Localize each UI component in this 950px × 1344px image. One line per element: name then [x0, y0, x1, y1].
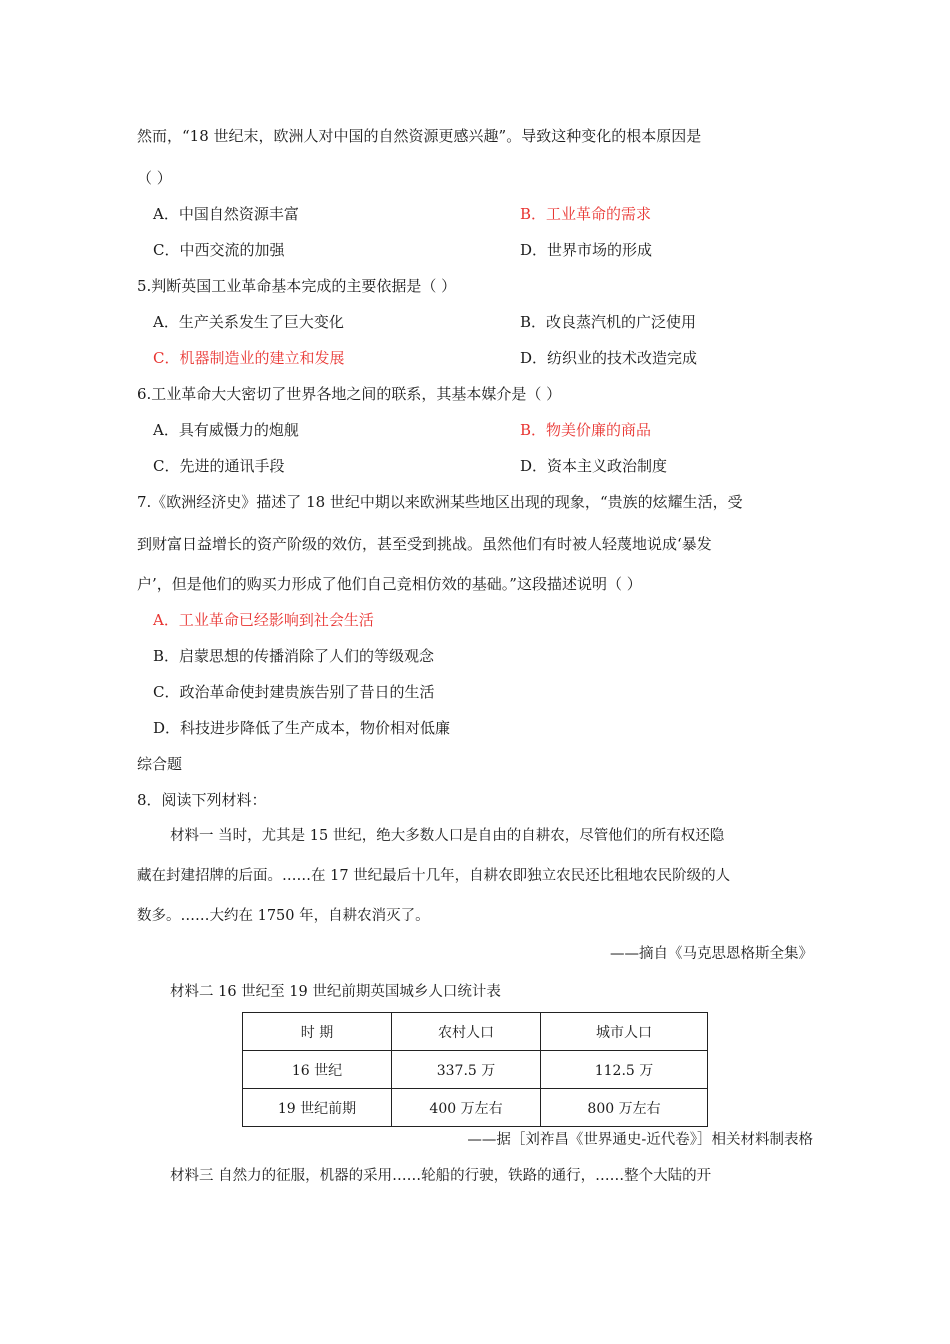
q7-option-d[interactable]: D．科技进步降低了生产成本，物价相对低廉	[153, 719, 451, 737]
material1-line3: 数多。……大约在 1750 年，自耕农消灭了。	[137, 908, 430, 924]
q5-option-d[interactable]: D．纺织业的技术改造完成	[520, 349, 698, 367]
table-header-cell: 时 期	[243, 1013, 392, 1051]
q4-option-b[interactable]: B．工业革命的需求	[520, 205, 652, 223]
q4-option-a[interactable]: A．中国自然资源丰富	[153, 205, 299, 223]
table-cell: 16 世纪	[243, 1051, 392, 1089]
material2-source: ——据［刘祚昌《世界通史-近代卷》］相关材料制表格	[467, 1132, 813, 1148]
table-header-cell: 城市人口	[541, 1013, 708, 1051]
table-cell: 800 万左右	[541, 1089, 708, 1127]
q7-stem-line3: 户’，但是他们的购买力形成了他们自己竞相仿效的基础。”这段描述说明（ ）	[137, 575, 642, 593]
q8-stem: 8．阅读下列材料：	[137, 791, 267, 809]
material1-line1: 材料一 当时，尤其是 15 世纪，绝大多数人口是自由的自耕农，尽管他们的所有权还隐	[170, 828, 725, 844]
material1-source: ——摘自《马克思恩格斯全集》	[610, 946, 813, 962]
table-row	[243, 1089, 708, 1127]
table-header-cell: 农村人口	[392, 1013, 541, 1051]
population-table	[242, 1012, 708, 1127]
q5-option-b[interactable]: B．改良蒸汽机的广泛使用	[520, 313, 697, 331]
q7-option-c[interactable]: C．政治革命使封建贵族告别了昔日的生活	[153, 683, 435, 701]
table-cell: 337.5 万	[392, 1051, 541, 1089]
q7-option-a[interactable]: A．工业革命已经影响到社会生活	[153, 611, 374, 629]
table-header-row	[243, 1013, 708, 1051]
table-cell: 19 世纪前期	[243, 1089, 392, 1127]
q6-option-a[interactable]: A．具有威慑力的炮舰	[153, 421, 299, 439]
table-cell: 112.5 万	[541, 1051, 708, 1089]
q5-stem: 5.判断英国工业革命基本完成的主要依据是（ ）	[137, 277, 457, 295]
q5-option-a[interactable]: A．生产关系发生了巨大变化	[153, 313, 344, 331]
q6-option-c[interactable]: C．先进的通讯手段	[153, 457, 285, 475]
q4-option-c[interactable]: C．中西交流的加强	[153, 241, 285, 259]
table-row	[243, 1051, 708, 1089]
q4-option-d[interactable]: D．世界市场的形成	[520, 241, 653, 259]
q4-stem-line2: （ ）	[137, 169, 172, 187]
q7-stem-line1: 7.《欧洲经济史》描述了 18 世纪中期以来欧洲某些地区出现的现象，“贵族的炫耀生活，受	[137, 493, 743, 511]
q6-option-b[interactable]: B．物美价廉的商品	[520, 421, 652, 439]
q4-stem-line1: 然而，“18 世纪末，欧洲人对中国的自然资源更感兴趣”。导致这种变化的根本原因是	[137, 127, 702, 145]
q6-option-d[interactable]: D．资本主义政治制度	[520, 457, 668, 475]
q5-option-c[interactable]: C．机器制造业的建立和发展	[153, 349, 345, 367]
material1-line2: 藏在封建招牌的后面。……在 17 世纪最后十几年，自耕农即独立农民还比租地农民阶级的人	[137, 868, 731, 884]
material3-line1: 材料三 自然力的征服，机器的采用……轮船的行驶，铁路的通行，……整个大陆的开	[170, 1168, 712, 1184]
q7-option-b[interactable]: B．启蒙思想的传播消除了人们的等级观念	[153, 647, 435, 665]
section-title: 综合题	[137, 755, 183, 773]
table-cell: 400 万左右	[392, 1089, 541, 1127]
q7-stem-line2: 到财富日益增长的资产阶级的效仿，甚至受到挑战。虽然他们有时被人轻蔑地说成‘暴发	[137, 535, 712, 553]
q6-stem: 6.工业革命大大密切了世界各地之间的联系，其基本媒介是（ ）	[137, 385, 562, 403]
material2-title: 材料二 16 世纪至 19 世纪前期英国城乡人口统计表	[170, 984, 501, 1000]
